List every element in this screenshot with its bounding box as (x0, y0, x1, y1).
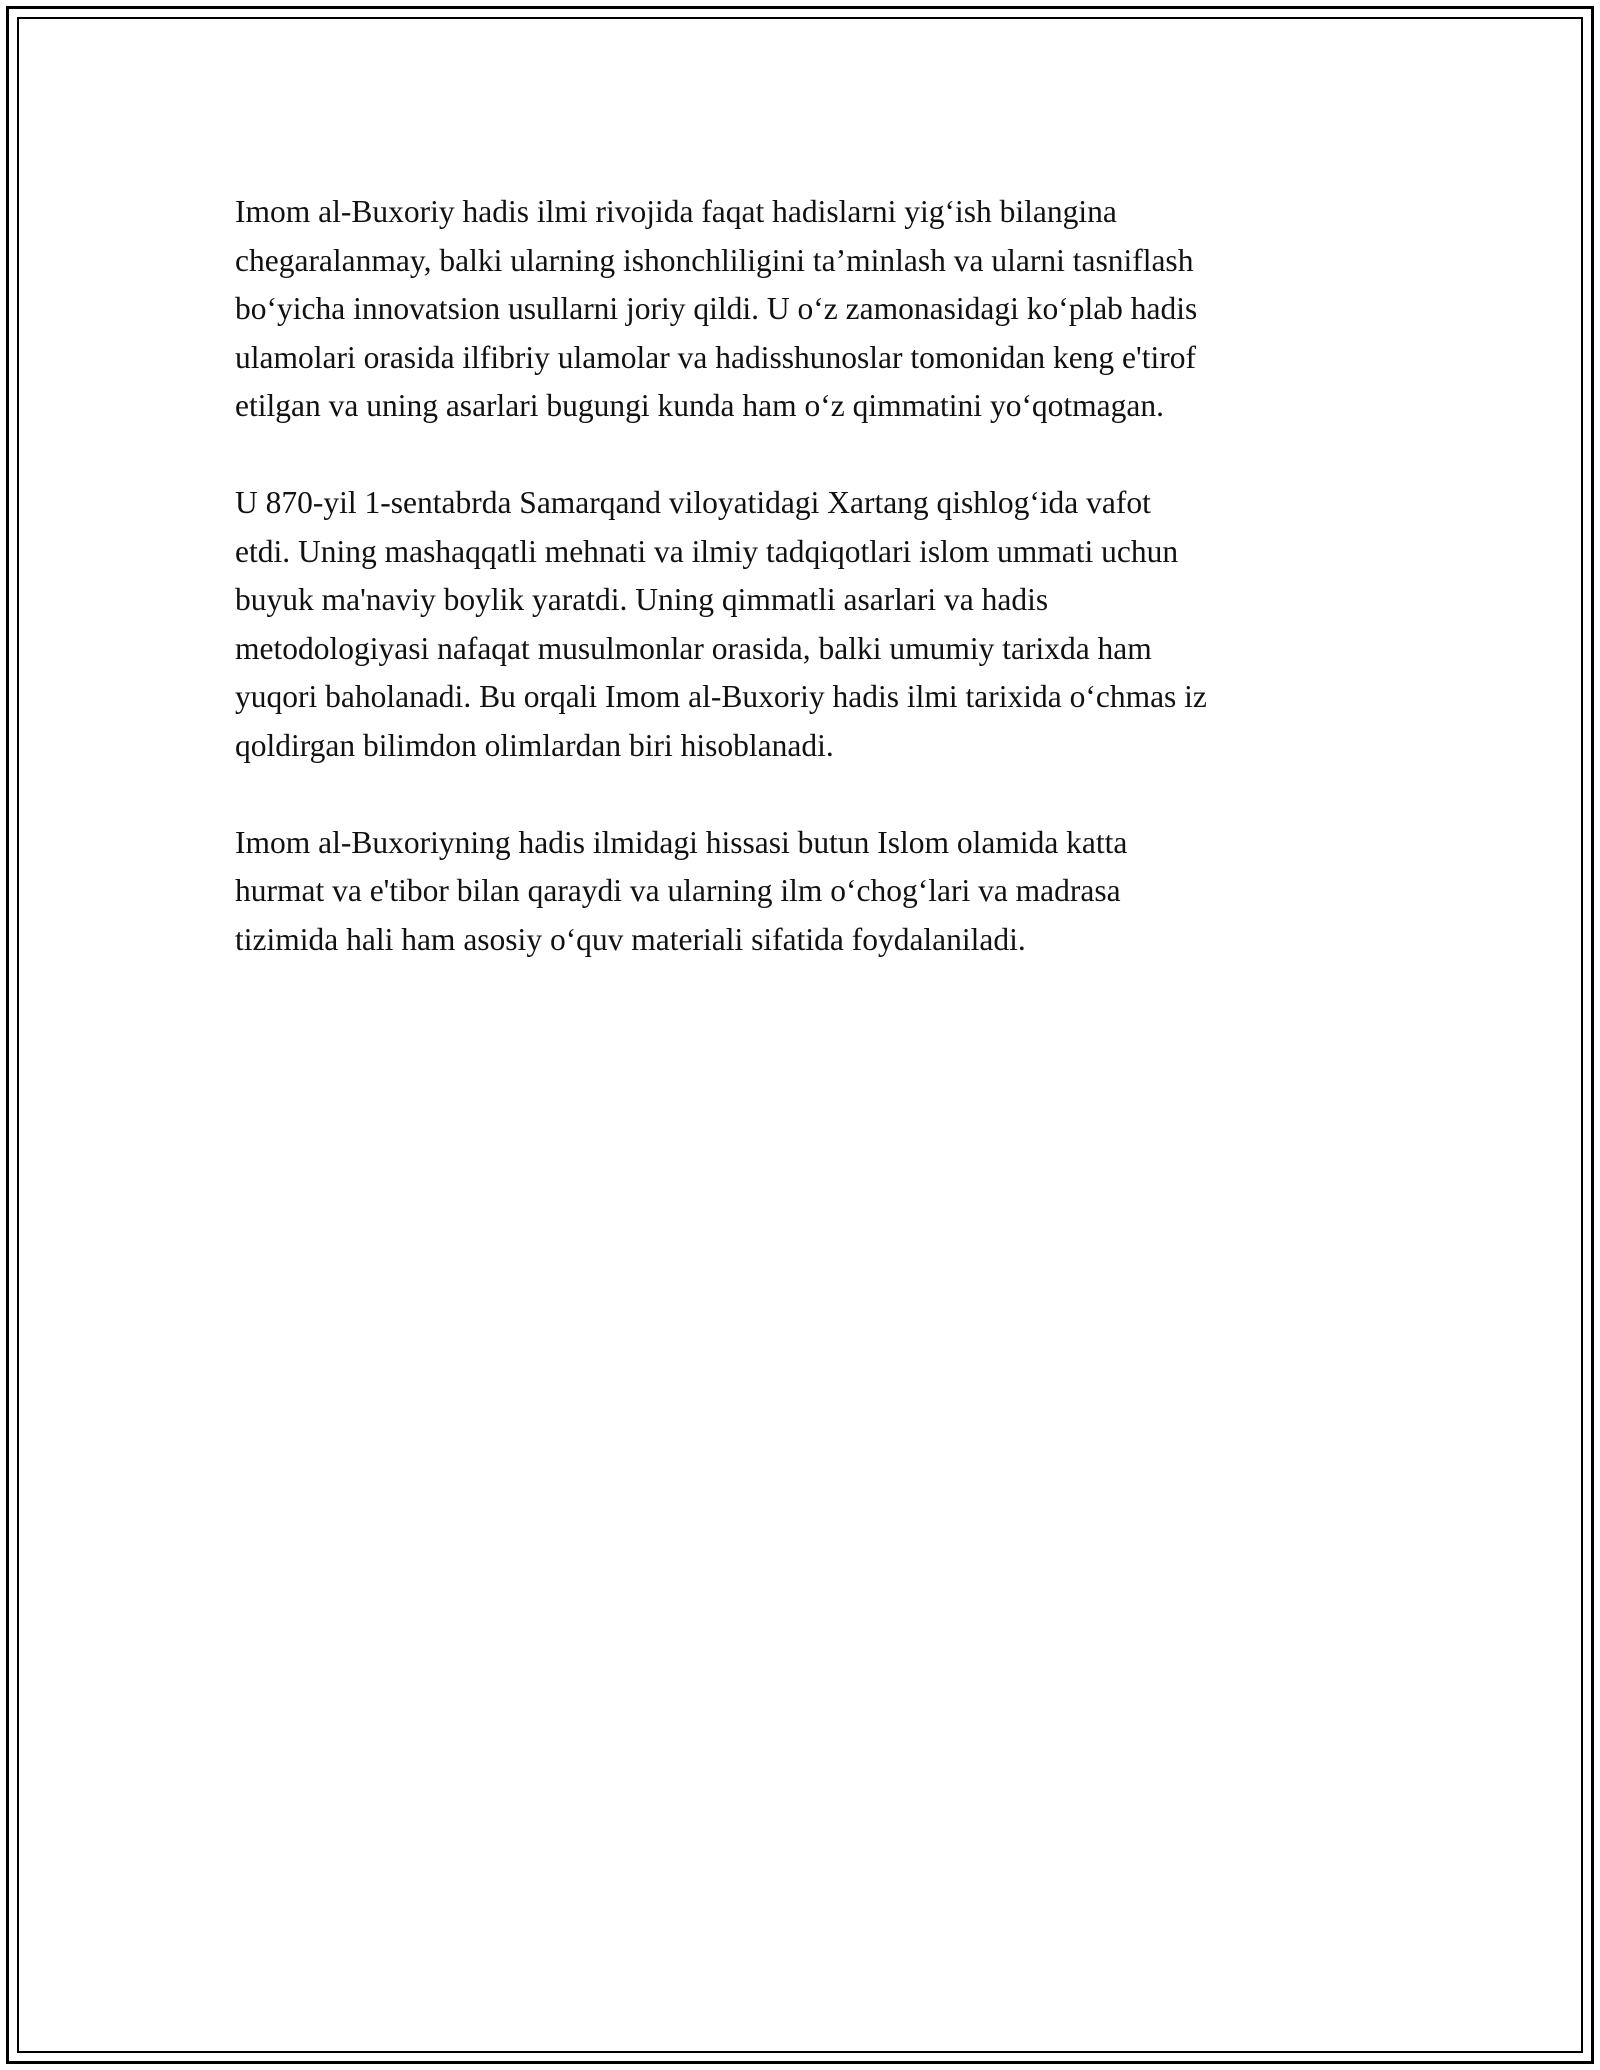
paragraph-1 (235, 188, 1375, 431)
paragraph-line: buyuk ma'naviy boylik yaratdi. Uning qimmatli asarlari va hadis (235, 582, 1049, 617)
paragraph-2 (235, 479, 1375, 770)
paragraph-line: tizimida hali ham asosiy o‘quv materiali sifatida foydalaniladi. (235, 921, 1026, 957)
paragraph-line: hurmat va e'tibor bilan qaraydi va ularning ilm o‘chog‘lari va madrasa (235, 873, 1121, 908)
paragraph-3 (235, 819, 1375, 965)
paragraph-line: bo‘yicha innovatsion usullarni joriy qildi. U o‘z zamonasidagi ko‘plab hadis (235, 291, 1198, 326)
paragraph-line: ulamolari orasida ilfibriy ulamolar va hadisshunoslar tomonidan keng e'tirof (235, 339, 1196, 375)
paragraph-line: etdi. Uning mashaqqatli mehnati va ilmiy tadqiqotlari islom ummati uchun (235, 533, 1179, 569)
paragraph-line: U 870-yil 1-sentabrda Samarqand viloyatidagi Xartang qishlog‘ida vafot (235, 485, 1151, 520)
paragraph-line: etilgan va uning asarlari bugungi kunda ham o‘z qimmatini yo‘qotmagan. (235, 388, 1165, 423)
document-body (235, 188, 1375, 1013)
paragraph-line: Imom al-Buxoriyning hadis ilmidagi hissasi butun Islom olamida katta (235, 824, 1128, 860)
paragraph-line: metodologiyasi nafaqat musulmonlar orasida, balki umumiy tarixda ham (235, 630, 1152, 666)
paragraph-line: chegaralanmay, balki ularning ishonchliligini ta’minlash va ularni tasniflash (235, 242, 1194, 278)
paragraph-line: yuqori baholanadi. Bu orqali Imom al-Buxoriy hadis ilmi tarixida o‘chmas iz (235, 679, 1207, 714)
paragraph-line: Imom al-Buxoriy hadis ilmi rivojida faqat hadislarni yig‘ish bilangina (235, 194, 1117, 229)
paragraph-line: qoldirgan bilimdon olimlardan biri hisoblanadi. (235, 727, 834, 763)
